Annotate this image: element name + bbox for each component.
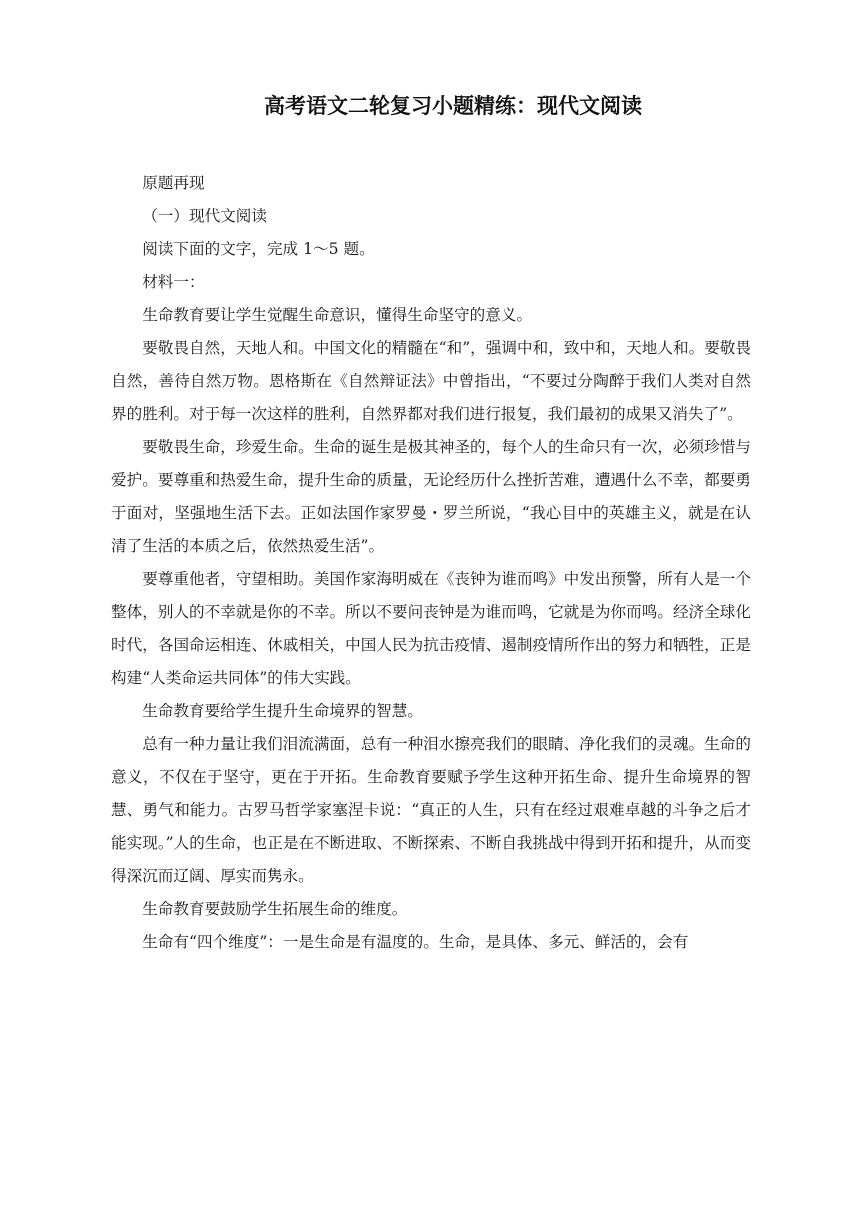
paragraph: 生命教育要鼓励学生拓展生命的维度。 [142, 900, 408, 918]
document-body [111, 167, 751, 959]
paragraph: 要尊重他者，守望相助。美国作家海明威在《丧钟为谁而鸣》中发出预警，所有人是一个整体，别人的不幸就是你的不幸。所以不要问丧钟是为谁而鸣，它就是为你而鸣。经济全球化时代，各国命运相连、休戚相关，中国人民为抗击疫情、遏制疫情所作出的努力和牺牲，正是构建“人类命运共同体”的伟大实践。 [111, 570, 751, 687]
material-label: 材料一： [142, 273, 205, 291]
paragraph: 生命教育要让学生觉醒生命意识，懂得生命坚守的意义。 [142, 306, 533, 324]
subsection-heading: （一）现代文阅读 [142, 207, 267, 225]
section-heading: 原题再现 [142, 174, 205, 192]
document-title: 高考语文二轮复习小题精练：现代文阅读 [264, 94, 642, 118]
paragraph: 总有一种力量让我们泪流满面，总有一种泪水擦亮我们的眼睛、净化我们的灵魂。生命的意义，不仅在于坚守，更在于开拓。生命教育要赋予学生这种开拓生命、提升生命境界的智慧、勇气和能力。古罗马哲学家塞涅卡说：“真正的人生，只有在经过艰难卓越的斗争之后才能实现。”人的生命，也正是在不断进取、不断探索、不断自我挑战中得到开拓和提升，从而变得深沉而辽阔、厚实而隽永。 [111, 735, 751, 885]
paragraph: 要敬畏自然，天地人和。中国文化的精髓在“和”，强调中和，致中和，天地人和。要敬畏自然，善待自然万物。恩格斯在《自然辩证法》中曾指出，“不要过分陶醉于我们人类对自然界的胜利。对于每一次这样的胜利，自然界都对我们进行报复，我们最初的成果又消失了”。 [111, 339, 751, 423]
paragraph: 要敬畏生命，珍爱生命。生命的诞生是极其神圣的，每个人的生命只有一次，必须珍惜与爱护。要尊重和热爱生命，提升生命的质量，无论经历什么挫折苦难，遭遇什么不幸，都要勇于面对，坚强地生活下去。正如法国作家罗曼・罗兰所说，“我心目中的英雄主义，就是在认清了生活的本质之后，依然热爱生活”。 [111, 438, 751, 555]
paragraph: 生命有“四个维度”：一是生命是有温度的。生命，是具体、多元、鲜活的，会有 [142, 933, 689, 951]
paragraph: 生命教育要给学生提升生命境界的智慧。 [142, 702, 423, 720]
instruction-paragraph: 阅读下面的文字，完成 1～5 题。 [142, 240, 375, 258]
